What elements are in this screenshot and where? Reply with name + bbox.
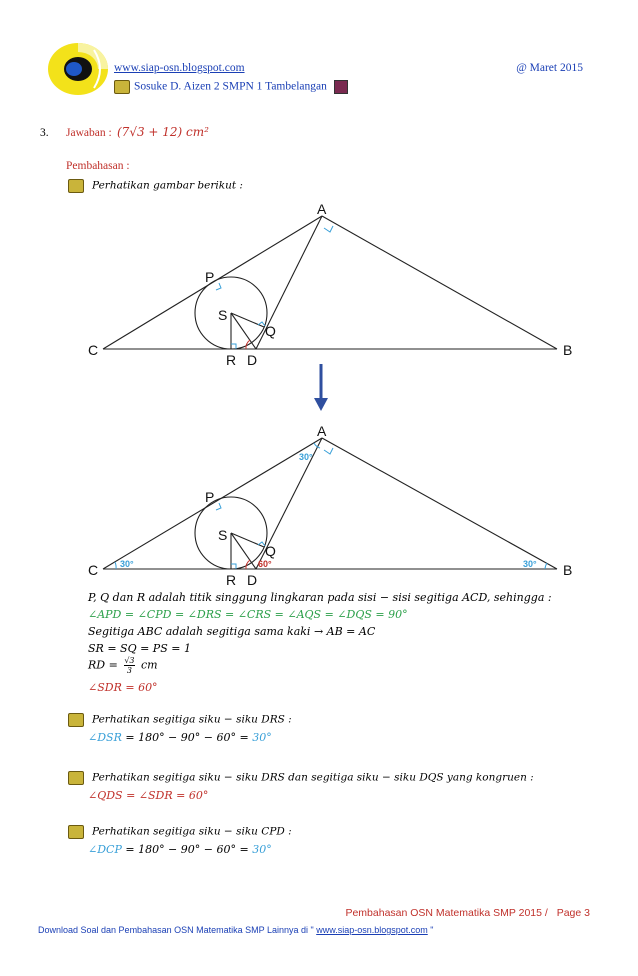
step-5-unit: cm: [141, 658, 158, 672]
step-5-fraction: [124, 656, 134, 675]
footer-title-row: [345, 907, 590, 919]
label-r: R: [226, 352, 237, 368]
p2-mid: = 180° − 90° − 60° =: [121, 731, 253, 744]
angle-c-arc: [115, 562, 116, 569]
p4-result: 30°: [252, 843, 272, 856]
fraction-num: √3: [124, 656, 135, 665]
label-s: S: [218, 307, 228, 323]
header-date: @ Maret 2015: [516, 62, 583, 74]
bullet-icon: [68, 713, 84, 727]
figure-bottom: [0, 420, 638, 590]
right-angle-p-2: [216, 503, 221, 510]
angle-b-label: 30°: [523, 559, 537, 569]
author-badge-icon: [114, 80, 130, 94]
footer-download-end: ": [430, 925, 434, 935]
p4-lhs: ∠DCP: [88, 843, 122, 856]
paragraph-3-title: Perhatikan segitiga siku − siku DRS dan segitiga siku − siku DQS yang kongruen :: [92, 771, 534, 784]
answer-label: Jawaban :: [66, 127, 112, 139]
step-1: P, Q dan R adalah titik singgung lingkaran pada sisi − sisi segitiga ACD, sehingga :: [88, 591, 552, 604]
bullet-icon: [68, 825, 84, 839]
footer-title: Pembahasan OSN Matematika SMP 2015 /: [345, 907, 548, 919]
paragraph-4-title-row: [68, 825, 292, 839]
footer-download-link[interactable]: www.siap-osn.blogspot.com: [316, 925, 428, 935]
intro-row: [68, 179, 243, 193]
paragraph-4-title: Perhatikan segitiga siku − siku CPD :: [92, 825, 292, 838]
paragraph-3-title-row: [68, 771, 534, 785]
angle-c-label: 30°: [120, 559, 134, 569]
label-b-2: B: [563, 562, 573, 578]
label-a: A: [317, 201, 327, 217]
label-c: C: [88, 342, 99, 358]
paragraph-4-equation: [88, 843, 272, 856]
right-angle-p: [216, 283, 221, 290]
p2-lhs: ∠DSR: [88, 731, 122, 744]
fraction-den: 3: [126, 666, 132, 675]
label-p: P: [205, 269, 215, 285]
footer-page: Page 3: [556, 907, 590, 919]
step-5-lhs: RD =: [88, 658, 118, 672]
bullet-icon: [68, 179, 84, 193]
down-arrow-icon: [313, 364, 329, 412]
paragraph-2-title: Perhatikan segitiga siku − siku DRS :: [92, 713, 292, 726]
segment-ab-2: [322, 438, 557, 569]
label-d-2: D: [247, 572, 258, 588]
author-avatar-icon: [334, 80, 348, 94]
right-angle-a: [324, 226, 333, 232]
label-d: D: [247, 352, 258, 368]
label-r-2: R: [226, 572, 237, 588]
question-number: 3.: [40, 127, 49, 139]
label-q: Q: [265, 323, 276, 339]
segment-ab: [322, 216, 557, 349]
paragraph-2-title-row: [68, 713, 292, 727]
angle-b-arc: [545, 563, 547, 569]
label-c-2: C: [88, 562, 99, 578]
angle-d-label: 60°: [258, 559, 272, 569]
header-author-row: [114, 80, 348, 94]
site-logo: [44, 40, 112, 98]
intro-text: Perhatikan gambar berikut :: [92, 179, 243, 192]
label-b: B: [563, 342, 573, 358]
p4-mid: = 180° − 90° − 60° =: [121, 843, 253, 856]
step-4: SR = SQ = PS = 1: [88, 642, 191, 655]
p2-result: 30°: [252, 731, 272, 744]
step-2: ∠APD = ∠CPD = ∠DRS = ∠CRS = ∠AQS = ∠DQS = 90°: [88, 608, 408, 621]
right-angle-a-2: [324, 448, 333, 454]
header-site-link[interactable]: www.siap-osn.blogspot.com: [114, 62, 245, 74]
figure-top: [0, 195, 638, 370]
answer-value: (7√3 + 12) cm²: [117, 125, 209, 139]
step-3: Segitiga ABC adalah segitiga sama kaki → AB = AC: [88, 625, 376, 638]
bullet-icon: [68, 771, 84, 785]
step-6: ∠SDR = 60°: [88, 681, 158, 694]
header-author: Sosuke D. Aizen 2 SMPN 1 Tambelangan: [134, 80, 327, 93]
label-p-2: P: [205, 489, 215, 505]
paragraph-3-equation: ∠QDS = ∠SDR = 60°: [88, 789, 209, 802]
label-q-2: Q: [265, 543, 276, 559]
step-5: [88, 656, 158, 675]
discussion-label: Pembahasan :: [66, 160, 130, 172]
label-a-2: A: [317, 423, 327, 439]
label-s-2: S: [218, 527, 228, 543]
footer-download-text: Download Soal dan Pembahasan OSN Matematika SMP Lainnya di ": [38, 925, 314, 935]
angle-a-label: 30°: [299, 452, 313, 462]
paragraph-2-equation: [88, 731, 272, 744]
footer-download-row: [38, 925, 433, 935]
